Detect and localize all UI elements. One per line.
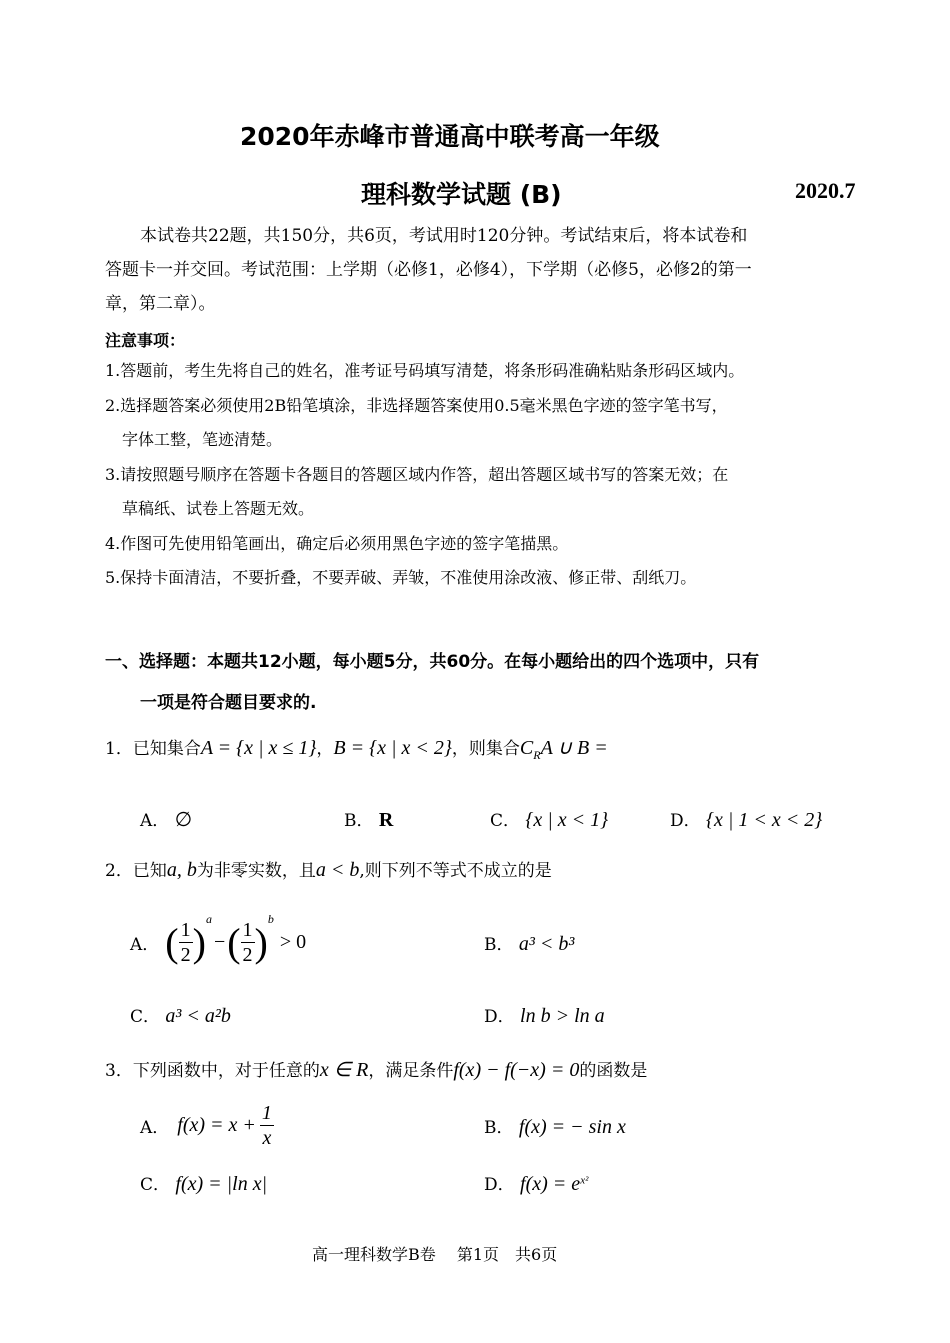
note-2b: 字体工整，笔迹清楚。: [122, 430, 283, 449]
question-3: [105, 1056, 647, 1082]
option-label: B．: [484, 935, 514, 955]
question-2: [105, 856, 552, 882]
exam-title: 2020年赤峰市普通高中联考高一年级: [240, 122, 660, 151]
q2-prefix: 2．已知: [105, 861, 167, 881]
note-3a: 3.请按照题号顺序在答题卡各题目的答题区域内作答，超出答题区域书写的答案无效；在: [105, 465, 729, 484]
q3-option-c[interactable]: [140, 1170, 267, 1196]
question-1: [105, 734, 608, 763]
q3-cond: x ∈ R: [319, 1059, 369, 1081]
fraction-one-half: $\frac{1}{2}$: [180, 918, 191, 966]
q3-suffix: 的函数是: [579, 1061, 648, 1081]
option-text: f(x) = e: [520, 1173, 581, 1195]
note-4: 4.作图可先使用铅笔画出，确定后必须用黑色字迹的签字笔描黑。: [105, 534, 569, 553]
q2-option-a[interactable]: A． ( $\frac{1}{2}$ ) $^a$ − ( $\frac{1}{2}$ ) $^b$ > 0: [130, 912, 307, 966]
q3-mid: ，满足条件: [368, 1061, 454, 1081]
q2-mid2: ,则下列不等式不成立的是: [359, 861, 552, 881]
option-text: R: [378, 809, 394, 831]
q1-option-d[interactable]: [670, 806, 822, 832]
q1-comma: ，: [316, 739, 334, 759]
option-label: C．: [140, 1175, 171, 1195]
intro-line-1: 本试卷共22题，共150分，共6页，考试用时120分钟。考试结束后，将本试卷和: [140, 226, 748, 246]
q2-mid1: 为非零实数，且: [196, 861, 316, 881]
option-text: ln b > ln a: [520, 1005, 605, 1027]
intro-line-3: 章，第二章）。: [105, 294, 216, 314]
option-text: {x | 1 < x < 2}: [706, 809, 823, 831]
note-5: 5.保持卡面清洁，不要折叠，不要弄破、弄皱，不准使用涂改液、修正带、刮纸刀。: [105, 568, 697, 587]
section-heading-line-1: 一、选择题：本题共12小题，每小题5分，共60分。在每小题给出的四个选项中，只有: [105, 652, 760, 672]
option-label: C．: [130, 1007, 161, 1027]
intro-line-2: 答题卡一并交回。考试范围：上学期（必修1，必修4），下学期（必修5，必修2的第一: [105, 260, 752, 280]
q3-option-b[interactable]: [484, 1113, 626, 1139]
option-label: B．: [344, 811, 374, 831]
option-text: a³ < b³: [518, 933, 575, 955]
q1-option-a[interactable]: [140, 806, 192, 832]
option-label: D．: [484, 1175, 515, 1195]
q2-option-b[interactable]: [484, 930, 574, 956]
note-3b: 草稿纸、试卷上答题无效。: [122, 499, 315, 518]
page-footer: 高一理科数学B卷 第1页 共6页: [312, 1245, 558, 1264]
option-label: A．: [140, 1117, 170, 1138]
q3-prefix: 3．下列函数中，对于任意的: [105, 1061, 320, 1081]
fraction-one-over-x: $\frac{1}{x}$: [261, 1101, 272, 1149]
exam-date: 2020.7: [795, 178, 856, 203]
q1-set-a: A = {x | x ≤ 1}: [200, 737, 317, 759]
q1-option-b[interactable]: [344, 806, 393, 832]
section-heading-line-2: 一项是符合题目要求的.: [140, 693, 317, 713]
option-label: B．: [484, 1118, 514, 1138]
q2-cond: a < b: [315, 859, 360, 881]
q3-eq: f(x) − f(−x) = 0: [453, 1059, 580, 1081]
option-label: C．: [490, 811, 521, 831]
q2-ab: a, b: [166, 859, 197, 881]
option-text: {x | x < 1}: [525, 809, 609, 831]
q1-expr: $C_RA$ ∪ B =: [519, 737, 608, 762]
q3-option-d[interactable]: D． $f(x) = e^{x^2}$: [484, 1173, 589, 1195]
q3-option-a[interactable]: A． f(x) = x + $\frac{1}{x}$: [140, 1101, 272, 1149]
q1-prefix: 1．已知集合: [105, 739, 201, 759]
fraction-one-half: $\frac{1}{2}$: [242, 918, 253, 966]
option-label: D．: [670, 811, 701, 831]
option-label: A．: [130, 934, 160, 955]
option-text: a³ < a²b: [165, 1005, 231, 1027]
q2-option-c[interactable]: [130, 1002, 231, 1028]
note-2a: 2.选择题答案必须使用2B铅笔填涂，非选择题答案使用0.5毫米黑色字迹的签字笔书写，: [105, 396, 728, 415]
option-label: D．: [484, 1007, 515, 1027]
q2-option-d[interactable]: [484, 1002, 605, 1028]
exam-subtitle: 理科数学试题 (B): [361, 180, 562, 209]
note-1: 1.答题前，考生先将自己的姓名，准考证号码填写清楚，将条形码准确粘贴条形码区域内。: [105, 361, 745, 380]
empty-set-symbol: ∅: [174, 809, 193, 831]
notes-heading: 注意事项：: [105, 331, 186, 350]
option-text: f(x) = − sin x: [518, 1116, 626, 1138]
option-label: A．: [140, 811, 170, 831]
q1-option-c[interactable]: [490, 806, 608, 832]
q1-mid: ，则集合: [451, 739, 520, 759]
q1-set-b: B = {x | x < 2}: [333, 737, 452, 759]
option-text: f(x) = |ln x|: [175, 1173, 268, 1195]
